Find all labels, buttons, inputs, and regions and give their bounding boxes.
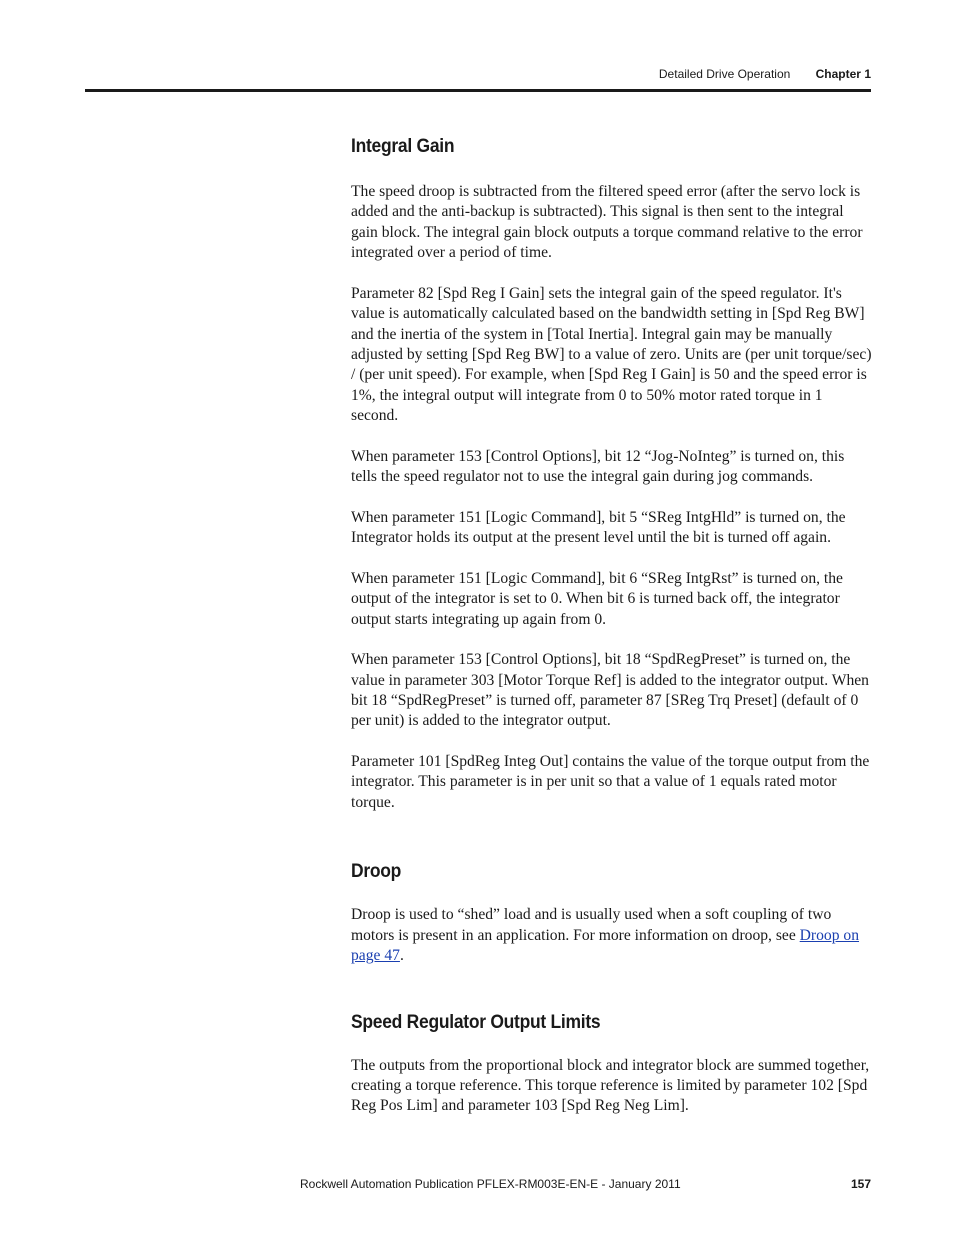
footer-page-number: 157 xyxy=(850,1177,871,1191)
integral-gain-paragraph-3: When parameter 153 [Control Options], bit 12 “Jog-NoInteg” is turned on, this tells the speed regulator not to use the integral gain during jog commands. xyxy=(351,447,845,486)
integral-gain-paragraph-1: The speed droop is subtracted from the filtered speed error (after the servo lock is added and the anti-backup is subtracted). This signal is then sent to the integral gain block. The integral gain block outputs a torque command relative to the error integrated over a period of time. xyxy=(351,183,863,262)
heading-integral-gain: Integral Gain xyxy=(351,136,455,157)
integral-gain-paragraph-5: When parameter 151 [Logic Command], bit 6 “SReg IntgRst” is turned on, the output of the integrator is set to 0. When bit 6 is turned back off, the integrator output starts integrating up again from 0. xyxy=(351,569,843,628)
heading-droop: Droop xyxy=(351,861,402,883)
page-header xyxy=(85,64,871,84)
droop-paragraph xyxy=(351,905,873,966)
droop-text-after: . xyxy=(399,947,404,965)
integral-gain-paragraph-6: When parameter 153 [Control Options], bit 18 “SpdRegPreset” is turned on, the value in parameter 303 [Motor Torque Ref] is added to the integrator output. When bit 18 “SpdRegPreset” is turned off, parameter 87 [SReg Trq Preset] (default of 0 per unit) is added to the integrator output. xyxy=(351,651,869,730)
integral-gain-paragraph-7: Parameter 101 [SpdReg Integ Out] contains the value of the torque output from the integrator. This parameter is in per unit so that a value of 1 equals rated motor torque. xyxy=(351,753,870,811)
droop-text-before: Droop is used to “shed” load and is usually used when a soft coupling of two motors is present in an application. For more information on droop, see xyxy=(351,906,832,944)
header-rule xyxy=(85,89,871,92)
integral-gain-paragraph-4: When parameter 151 [Logic Command], bit 5 “SReg IntgHld” is turned on, the Integrator holds its output at the present level until the bit is turned off again. xyxy=(351,508,846,547)
header-section-title: Detailed Drive Operation xyxy=(658,67,791,81)
heading-speed-regulator-output-limits: Speed Regulator Output Limits xyxy=(351,1011,601,1033)
header-chapter-label: Chapter 1 xyxy=(815,67,871,81)
footer-publication: Rockwell Automation Publication PFLEX-RM003E-EN-E - January 2011 xyxy=(300,1177,681,1191)
droop-page-link[interactable]: Droop on page 47 xyxy=(351,926,860,965)
integral-gain-paragraph-2: Parameter 82 [Spd Reg I Gain] sets the integral gain of the speed regulator. It's value is automatically calculated based on the bandwidth setting in [Spd Reg BW] and the inertia of the system in [Total Inertia]. Integral gain may be manually adjusted by setting [Spd Reg BW] to a value of zero. Units are (per unit torque/sec) / (per unit speed). For example, when [Spd Reg I Gain] is 50 and the speed error is 1%, the integral output will integrate from 0 to 50% motor rated torque in 1 second. xyxy=(351,284,872,425)
page-content xyxy=(351,132,873,1117)
speed-limits-paragraph: The outputs from the proportional block and integrator block are summed together, creating a torque reference. This torque reference is limited by parameter 102 [Spd Reg Pos Lim] and parameter 103 [Spd Reg Neg Lim]. xyxy=(351,1056,870,1115)
